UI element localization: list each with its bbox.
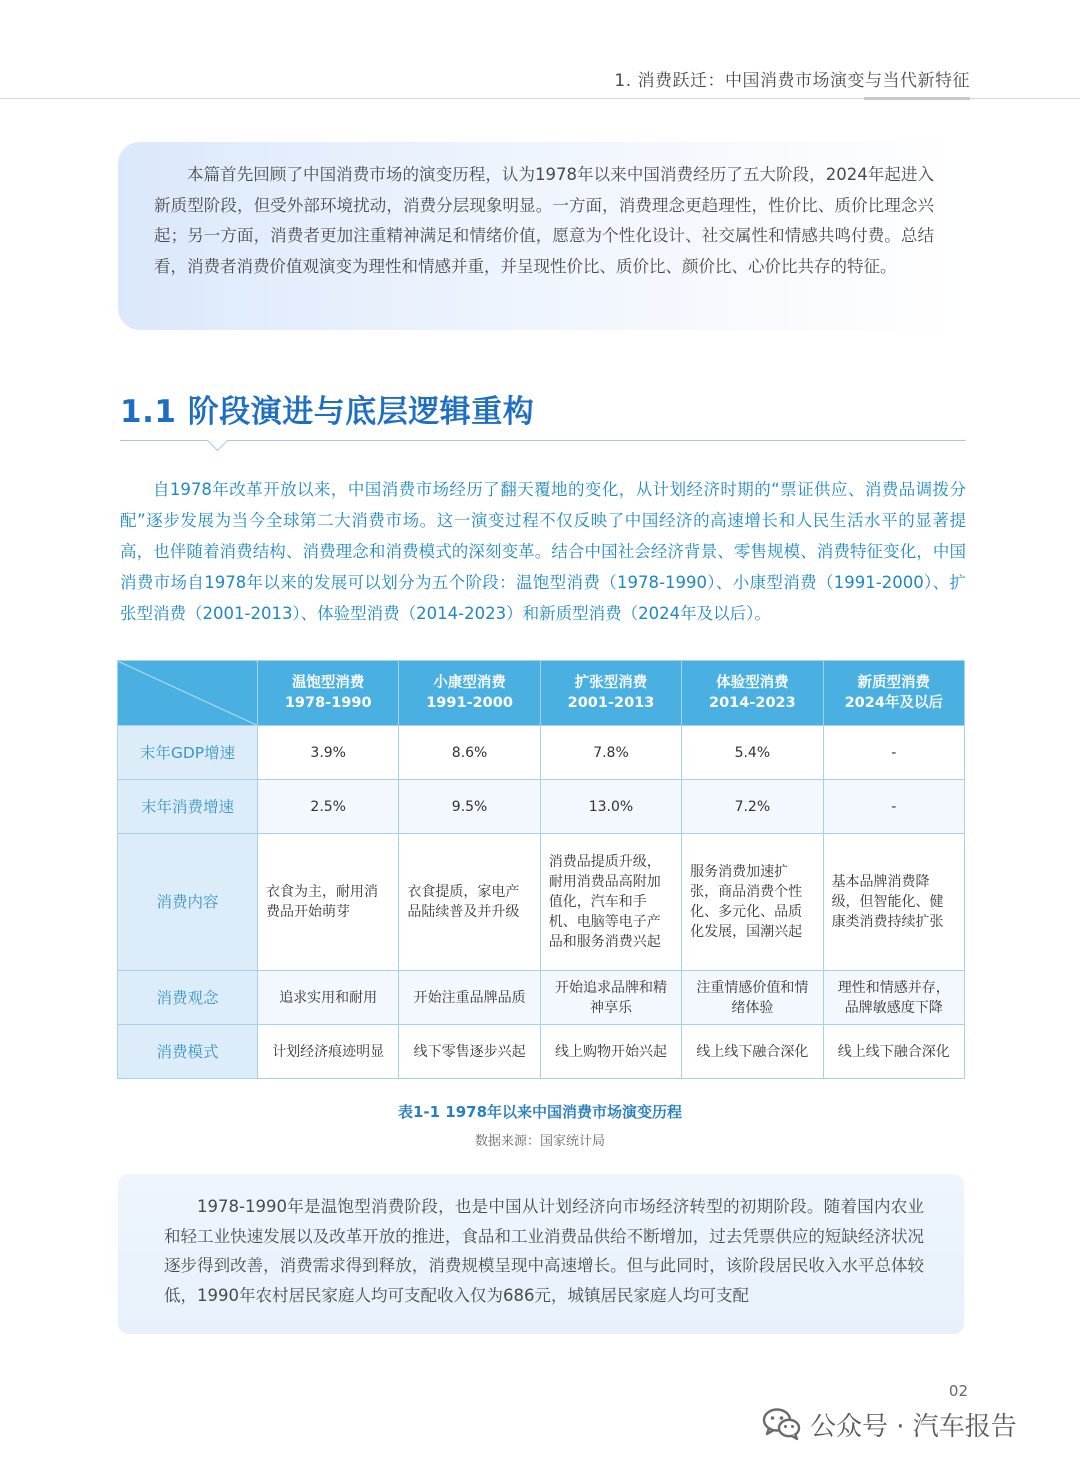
table-row [118, 780, 965, 834]
heading-notch [207, 430, 228, 451]
table-cell: 线上线下融合深化 [823, 1025, 964, 1079]
table-cell: 开始注重品牌品质 [399, 971, 540, 1025]
table-cell: 开始追求品牌和精神享乐 [540, 971, 681, 1025]
wechat-icon [762, 1407, 802, 1441]
page-number: 02 [948, 1382, 968, 1400]
table-header-row [118, 661, 965, 726]
table-cell: 7.8% [540, 726, 681, 780]
table-cell: 3.9% [258, 726, 399, 780]
table-cell: 7.2% [682, 780, 823, 834]
row-header: 末年消费增速 [118, 780, 258, 834]
table-cell: 消费品提质升级，耐用消费品高附加值化，汽车和手机、电脑等电子产品和服务消费兴起 [540, 834, 681, 971]
intro-text: 本篇首先回顾了中国消费市场的演变历程，认为1978年以来中国消费经历了五大阶段，2024年起进入新质型阶段，但受外部环境扰动，消费分层现象明显。一方面，消费理念更趋理性，性价比、质价比理念兴起；另一方面，消费者更加注重精神满足和情绪价值，愿意为个性化设计、社交属性和情感共鸣付费。总结看，消费者消费价值观演变为理性和情感并重，并呈现性价比、质价比、颜价比、心价比共存的特征。 [154, 165, 934, 276]
row-header: 消费模式 [118, 1025, 258, 1079]
table-cell: 服务消费加速扩张，商品消费个性化、多元化、品质化发展，国潮兴起 [682, 834, 823, 971]
table-cell: 衣食为主，耐用消费品开始萌芽 [258, 834, 399, 971]
table-cell: 衣食提质，家电产品陆续普及并升级 [399, 834, 540, 971]
table-caption: 表1-1 1978年以来中国消费市场演变历程 [397, 1103, 683, 1121]
column-header: 体验型消费 2014-2023 [682, 661, 823, 726]
table-row [118, 834, 965, 971]
table-cell: - [823, 780, 964, 834]
table-cell: 线下零售逐步兴起 [399, 1025, 540, 1079]
section-heading: 1.1 阶段演进与底层逻辑重构 [120, 394, 535, 430]
table-row [118, 971, 965, 1025]
column-header: 温饱型消费 1978-1990 [258, 661, 399, 726]
table-cell: 计划经济痕迹明显 [258, 1025, 399, 1079]
column-header: 新质型消费 2024年及以后 [823, 661, 964, 726]
stages-table [117, 660, 965, 1079]
watermark [762, 1404, 1017, 1444]
row-header: 末年GDP增速 [118, 726, 258, 780]
table-source: 数据来源：国家统计局 [474, 1134, 605, 1149]
table-cell: 线上购物开始兴起 [540, 1025, 681, 1079]
heading-underline [120, 440, 966, 441]
row-header: 消费内容 [118, 834, 258, 971]
table-cell: 追求实用和耐用 [258, 971, 399, 1025]
column-header: 小康型消费 1991-2000 [399, 661, 540, 726]
table-cell: - [823, 726, 964, 780]
row-header: 消费观念 [118, 971, 258, 1025]
table-row [118, 726, 965, 780]
table-cell: 理性和情感并存，品牌敏感度下降 [823, 971, 964, 1025]
table-row [118, 1025, 965, 1079]
table-cell: 线上线下融合深化 [682, 1025, 823, 1079]
table-cell: 2.5% [258, 780, 399, 834]
table-cell: 注重情感价值和情绪体验 [682, 971, 823, 1025]
watermark-text: 公众号 · 汽车报告 [810, 1411, 1017, 1442]
header-title: 1. 消费跃迁：中国消费市场演变与当代新特征 [614, 71, 970, 91]
lower-text: 1978-1990年是温饱型消费阶段，也是中国从计划经济向市场经济转型的初期阶段。随着国内农业和轻工业快速发展以及改革开放的推进，食品和工业消费品供给不断增加，过去凭票供应的短缺经济状况逐步得到改善，消费需求得到释放，消费规模呈现中高速增长。但与此同时，该阶段居民收入水平总体较低，1990年农村居民家庭人均可支配收入仅为686元，城镇居民家庭人均可支配 [164, 1197, 924, 1305]
table-cell: 9.5% [399, 780, 540, 834]
table-cell: 基本品牌消费降级，但智能化、健康类消费持续扩张 [823, 834, 964, 971]
table-cell: 13.0% [540, 780, 681, 834]
column-header: 扩张型消费 2001-2013 [540, 661, 681, 726]
table-cell: 5.4% [682, 726, 823, 780]
table-corner-cell [118, 661, 258, 726]
section-body-text: 自1978年改革开放以来，中国消费市场经历了翻天覆地的变化，从计划经济时期的“票证供应、消费品调拨分配”逐步发展为当今全球第二大消费市场。这一演变过程不仅反映了中国经济的高速增长和人民生活水平的显著提高，也伴随着消费结构、消费理念和消费模式的深刻变革。结合中国社会经济背景、零售规模、消费特征变化，中国消费市场自1978年以来的发展可以划分为五个阶段：温饱型消费（1978-1990）、小康型消费（1991-2000）、扩张型消费（2001-2013）、体验型消费（2014-2023）和新质型消费（2024年及以后）。 [120, 480, 966, 623]
header-accent-bar [864, 97, 970, 100]
table-cell: 8.6% [399, 726, 540, 780]
